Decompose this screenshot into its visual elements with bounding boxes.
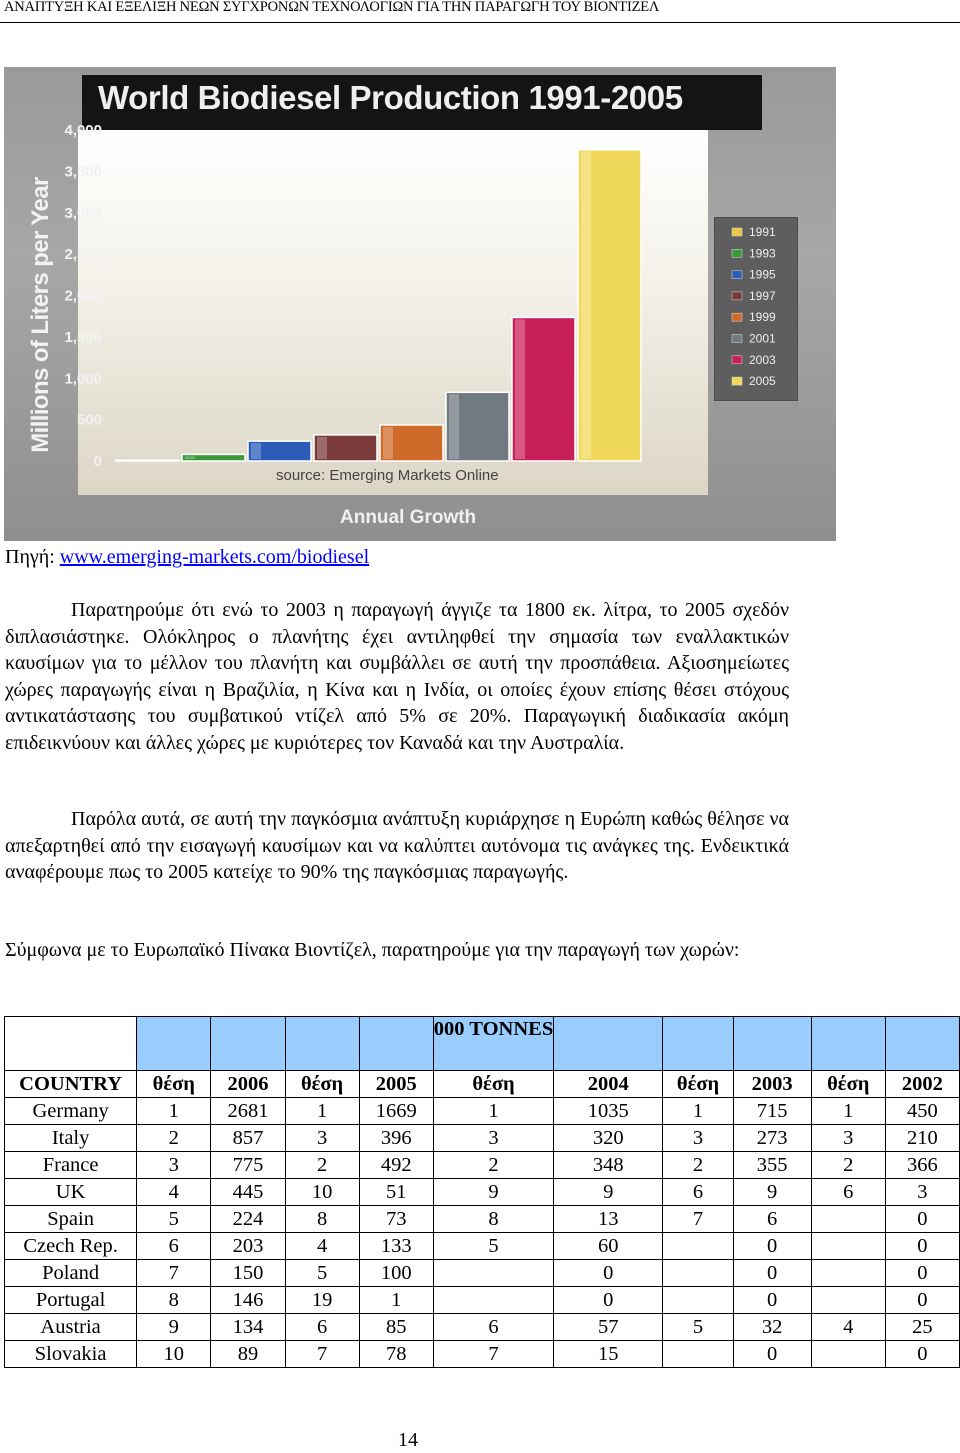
units-row-cell (733, 1017, 811, 1071)
bar-highlight-2005 (581, 152, 591, 459)
value-cell: 100 (359, 1260, 433, 1287)
value-cell: 2 (285, 1152, 359, 1179)
bar-highlight-1999 (383, 427, 393, 459)
y-tick-label: 1,500 (64, 328, 102, 346)
value-cell: 60 (554, 1233, 663, 1260)
column-header: θέση (285, 1071, 359, 1098)
value-cell: 25 (885, 1314, 959, 1341)
table-row (5, 1341, 960, 1368)
country-cell: Italy (5, 1125, 137, 1152)
y-tick-label: 1,000 (64, 370, 102, 388)
value-cell: 1 (137, 1098, 211, 1125)
paragraph-1-text: Παρατηρούμε ότι ενώ το 2003 η παραγωγή άγγιζε τα 1800 εκ. λίτρα, το 2005 σχεδόν διπλασιάστηκε. Ολόκληρος ο πλανήτης έχει αντιληφθεί την σημασία των εναλλακτικών καυσίμων για το μέλλον του πλανήτη και συμβάλλει σε αυτή την προσπάθεια. Αξιοσημείωτες χώρες παραγωγής είναι η Βραζιλία, η Κίνα και η Ινδία, οι οποίες έχουν επίσης θέσει στόχους αντικατάστασης του συμβατικού ντίζελ από 5% σε 20%. Παραγωγική διαδικασία ακόμη επιδεικνύουν και άλλες χώρες με κυριότερες τον Καναδά και την Αυστραλία. (5, 599, 789, 754)
table-header-row (5, 1071, 960, 1098)
value-cell (433, 1287, 553, 1314)
value-cell (663, 1233, 733, 1260)
bar-highlight-1997 (317, 437, 327, 459)
value-cell: 396 (359, 1125, 433, 1152)
value-cell: 0 (885, 1206, 959, 1233)
column-header: θέση (663, 1071, 733, 1098)
legend-swatch-1999 (732, 313, 742, 321)
paragraph-2-text: Παρόλα αυτά, σε αυτή την παγκόσμια ανάπτυξη κυριάρχησε η Ευρώπη καθώς θέλησε να απεξαρτηθεί από την εισαγωγή καυσίμων και να καλύπτει αυτόνομα τις ανάγκες της. Ενδεικτικά αναφέρουμε πως το 2005 κατείχε το 90% της παγκόσμιας παραγωγής. (5, 808, 789, 883)
value-cell: 2681 (211, 1098, 285, 1125)
country-cell: Germany (5, 1098, 137, 1125)
table-row (5, 1179, 960, 1206)
value-cell (811, 1287, 885, 1314)
value-cell: 0 (885, 1260, 959, 1287)
y-tick-label: 3,000 (64, 204, 102, 222)
paragraph-production-growth (5, 597, 789, 756)
units-row-cell (885, 1017, 959, 1071)
value-cell: 210 (885, 1125, 959, 1152)
source-line (5, 546, 369, 569)
bar-highlight-1993 (185, 456, 195, 459)
value-cell: 450 (885, 1098, 959, 1125)
units-row-cell (137, 1017, 211, 1071)
value-cell: 4 (137, 1179, 211, 1206)
column-header: 2006 (211, 1071, 285, 1098)
page-header (0, 0, 960, 23)
value-cell: 3 (433, 1125, 553, 1152)
value-cell: 9 (733, 1179, 811, 1206)
legend-swatch-1991 (732, 228, 742, 236)
value-cell: 78 (359, 1341, 433, 1368)
value-cell: 7 (663, 1206, 733, 1233)
value-cell: 9 (433, 1179, 553, 1206)
country-cell: Czech Rep. (5, 1233, 137, 1260)
value-cell: 0 (733, 1287, 811, 1314)
legend-swatch-2001 (732, 335, 742, 343)
value-cell: 6 (137, 1233, 211, 1260)
chart-x-label: Annual Growth (340, 507, 477, 528)
value-cell: 13 (554, 1206, 663, 1233)
value-cell: 7 (285, 1341, 359, 1368)
legend-swatch-2005 (732, 377, 742, 385)
value-cell: 0 (554, 1287, 663, 1314)
value-cell: 6 (285, 1314, 359, 1341)
value-cell: 51 (359, 1179, 433, 1206)
table-units-row (5, 1017, 960, 1071)
value-cell: 1035 (554, 1098, 663, 1125)
column-header: 2004 (554, 1071, 663, 1098)
legend-label-2003: 2003 (749, 352, 776, 367)
value-cell: 0 (733, 1233, 811, 1260)
value-cell: 3 (811, 1125, 885, 1152)
value-cell: 348 (554, 1152, 663, 1179)
value-cell: 73 (359, 1206, 433, 1233)
bar-highlight-2001 (449, 394, 459, 459)
y-tick-label: 2,000 (64, 287, 102, 305)
page-number: 14 (398, 1429, 418, 1451)
paragraph-3-text: Σύμφωνα με το Ευρωπαϊκό Πίνακα Βιοντίζελ, παρατηρούμε για την παραγωγή των χωρών: (5, 939, 740, 961)
value-cell (663, 1341, 733, 1368)
value-cell (811, 1233, 885, 1260)
column-header: 2002 (885, 1071, 959, 1098)
paragraph-table-intro (5, 937, 789, 964)
units-row-cell (554, 1017, 663, 1071)
legend-label-1995: 1995 (749, 267, 776, 282)
value-cell: 8 (137, 1287, 211, 1314)
country-cell: Poland (5, 1260, 137, 1287)
legend-swatch-1997 (732, 292, 742, 300)
table-row (5, 1233, 960, 1260)
value-cell: 7 (433, 1341, 553, 1368)
value-cell: 2 (433, 1152, 553, 1179)
column-header: 2003 (733, 1071, 811, 1098)
chart-canvas (4, 67, 836, 541)
country-cell: Spain (5, 1206, 137, 1233)
bar-highlight-1995 (251, 443, 261, 459)
value-cell: 366 (885, 1152, 959, 1179)
value-cell: 6 (663, 1179, 733, 1206)
value-cell: 10 (285, 1179, 359, 1206)
value-cell (811, 1341, 885, 1368)
production-table (4, 1016, 960, 1368)
country-cell: Austria (5, 1314, 137, 1341)
value-cell: 134 (211, 1314, 285, 1341)
value-cell: 2 (811, 1152, 885, 1179)
country-cell: Portugal (5, 1287, 137, 1314)
value-cell: 146 (211, 1287, 285, 1314)
value-cell (663, 1260, 733, 1287)
value-cell: 10 (137, 1341, 211, 1368)
table-row (5, 1287, 960, 1314)
header-text: ΑΝΑΠΤΥΞΗ ΚΑΙ ΕΞΕΛΙΞΗ ΝΕΩΝ ΣΥΓΧΡΟΝΩΝ ΤΕΧΝΟΛΟΓΙΩΝ ΓΙΑ ΤΗΝ ΠΑΡΑΓΩΓΗ ΤΟΥ ΒΙΟΝΤΙΖΕΛ (4, 0, 660, 15)
legend-swatch-1993 (732, 249, 742, 257)
value-cell: 224 (211, 1206, 285, 1233)
bar-highlight-2003 (515, 319, 525, 459)
value-cell: 2 (137, 1125, 211, 1152)
value-cell (811, 1260, 885, 1287)
value-cell: 150 (211, 1260, 285, 1287)
source-link[interactable]: www.emerging-markets.com/biodiesel (59, 546, 370, 568)
country-cell: France (5, 1152, 137, 1179)
y-tick-label: 500 (76, 411, 102, 429)
value-cell: 6 (811, 1179, 885, 1206)
value-cell: 0 (733, 1341, 811, 1368)
value-cell: 0 (554, 1260, 663, 1287)
value-cell: 3 (663, 1125, 733, 1152)
value-cell: 0 (885, 1233, 959, 1260)
value-cell: 1 (285, 1098, 359, 1125)
value-cell: 0 (885, 1341, 959, 1368)
legend-label-2001: 2001 (749, 331, 776, 346)
value-cell: 775 (211, 1152, 285, 1179)
value-cell: 6 (733, 1206, 811, 1233)
value-cell: 3 (285, 1125, 359, 1152)
column-header: θέση (433, 1071, 553, 1098)
table-row (5, 1314, 960, 1341)
legend-swatch-2003 (732, 356, 742, 364)
legend-swatch-1995 (732, 271, 742, 279)
value-cell: 0 (733, 1260, 811, 1287)
units-row-cell (811, 1017, 885, 1071)
value-cell: 1 (433, 1098, 553, 1125)
legend-label-1997: 1997 (749, 288, 776, 303)
y-tick-label: 4,000 (64, 122, 102, 139)
value-cell: 133 (359, 1233, 433, 1260)
column-header: 2005 (359, 1071, 433, 1098)
value-cell: 857 (211, 1125, 285, 1152)
value-cell: 4 (285, 1233, 359, 1260)
value-cell: 320 (554, 1125, 663, 1152)
value-cell (433, 1260, 553, 1287)
value-cell (663, 1287, 733, 1314)
units-row-cell (663, 1017, 733, 1071)
value-cell: 5 (285, 1260, 359, 1287)
table-row (5, 1206, 960, 1233)
value-cell: 19 (285, 1287, 359, 1314)
value-cell: 0 (885, 1287, 959, 1314)
table-row (5, 1260, 960, 1287)
units-row-blank (5, 1017, 137, 1071)
value-cell: 2 (663, 1152, 733, 1179)
paragraph-europe (5, 806, 789, 886)
value-cell: 715 (733, 1098, 811, 1125)
value-cell: 203 (211, 1233, 285, 1260)
value-cell: 6 (433, 1314, 553, 1341)
table-row (5, 1152, 960, 1179)
value-cell: 1 (359, 1287, 433, 1314)
value-cell: 85 (359, 1314, 433, 1341)
value-cell: 273 (733, 1125, 811, 1152)
value-cell: 7 (137, 1260, 211, 1287)
table-row (5, 1125, 960, 1152)
bar-1991 (116, 460, 179, 461)
column-header: COUNTRY (5, 1071, 137, 1098)
legend-label-1991: 1991 (749, 225, 776, 239)
value-cell: 3 (885, 1179, 959, 1206)
biodiesel-production-chart (4, 67, 836, 541)
value-cell: 5 (433, 1233, 553, 1260)
value-cell: 3 (137, 1152, 211, 1179)
value-cell: 15 (554, 1341, 663, 1368)
chart-source-annotation: source: Emerging Markets Online (276, 467, 499, 484)
value-cell (811, 1206, 885, 1233)
value-cell: 5 (663, 1314, 733, 1341)
y-tick-label: 3,500 (64, 163, 102, 181)
units-label: 000 TONNES (433, 1017, 553, 1071)
value-cell: 5 (137, 1206, 211, 1233)
chart-title: World Biodiesel Production 1991-2005 (98, 79, 683, 116)
table-row (5, 1098, 960, 1125)
value-cell: 8 (433, 1206, 553, 1233)
source-label: Πηγή: (5, 546, 60, 568)
legend-label-1993: 1993 (749, 246, 776, 261)
value-cell: 1 (663, 1098, 733, 1125)
value-cell: 32 (733, 1314, 811, 1341)
units-row-cell (359, 1017, 433, 1071)
y-tick-label: 0 (93, 453, 102, 470)
value-cell: 9 (137, 1314, 211, 1341)
value-cell: 4 (811, 1314, 885, 1341)
value-cell: 57 (554, 1314, 663, 1341)
units-row-cell (285, 1017, 359, 1071)
country-cell: Slovakia (5, 1341, 137, 1368)
value-cell: 445 (211, 1179, 285, 1206)
value-cell: 355 (733, 1152, 811, 1179)
units-row-cell (211, 1017, 285, 1071)
chart-y-label: Millions of Liters per Year (27, 177, 54, 453)
column-header: θέση (137, 1071, 211, 1098)
legend-label-1999: 1999 (749, 310, 776, 325)
value-cell: 8 (285, 1206, 359, 1233)
legend-label-2005: 2005 (749, 374, 776, 389)
value-cell: 1669 (359, 1098, 433, 1125)
column-header: θέση (811, 1071, 885, 1098)
value-cell: 9 (554, 1179, 663, 1206)
value-cell: 1 (811, 1098, 885, 1125)
value-cell: 492 (359, 1152, 433, 1179)
country-cell: UK (5, 1179, 137, 1206)
y-tick-label: 2,500 (64, 246, 102, 264)
value-cell: 89 (211, 1341, 285, 1368)
